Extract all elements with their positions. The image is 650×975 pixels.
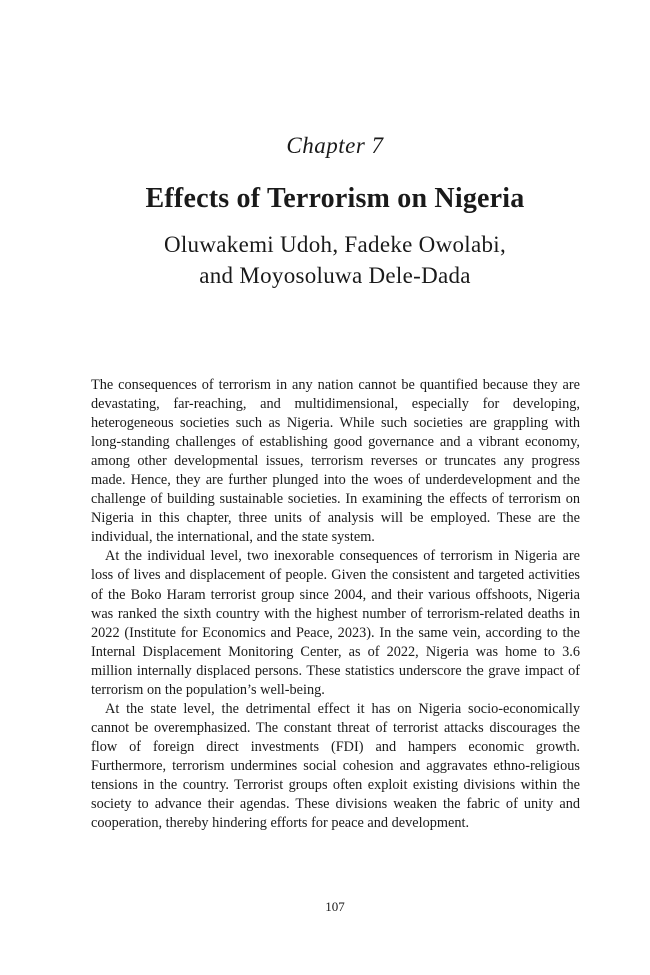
- paragraph-2: At the individual level, two inexorable consequences of terrorism in Nigeria are loss of lives and displacement of people. Given the consistent and targeted activities of the Boko Haram terrorist group since 2004, and their various offshoots, Nigeria was ranked the sixth country with the highest number of terrorism-related deaths in 2022 (Institute for Economics and Peace, 2023). In the same vein, according to the Internal Displacement Monitoring Center, as of 2022, Nigeria was home to 3.6 million internally displaced persons. These statistics underscore the grave impact of terrorism on the population’s well-being.: [91, 548, 580, 698]
- authors-line-2: and Moyosoluwa Dele-Dada: [199, 263, 471, 288]
- chapter-label: Chapter 7: [286, 133, 384, 158]
- paragraph-1: The consequences of terrorism in any nation cannot be quantified because they are devastating, far-reaching, and multidimensional, especially for developing, heterogeneous societies such as Nigeria. While such societies are grappling with long-standing challenges of establishing good governance and a vibrant economy, among other developmental issues, terrorism reverses or truncates any progress made. Hence, they are further plunged into the woes of underdevelopment and the challenge of building sustainable societies. In examining the effects of terrorism on Nigeria in this chapter, three units of analysis will be employed. These are the individual, the international, and the state system.: [91, 377, 580, 546]
- chapter-title: Effects of Terrorism on Nigeria: [145, 183, 525, 214]
- authors-line-1: Oluwakemi Udoh, Fadeke Owolabi,: [163, 232, 507, 257]
- chapter-body: [91, 376, 580, 833]
- chapter-authors: [0, 229, 650, 291]
- page-number: 107: [325, 899, 345, 914]
- paragraph-3: At the state level, the detrimental effect it has on Nigeria socio-economically cannot be overemphasized. The constant threat of terrorist attacks discourages the flow of foreign direct investments (FDI) and hampers economic growth. Furthermore, terrorism undermines social cohesion and aggravates ethno-religious tensions in the country. Terrorist groups often exploit existing divisions within the society to advance their agendas. These divisions weaken the fabric of unity and cooperation, thereby hindering efforts for peace and development.: [91, 700, 580, 832]
